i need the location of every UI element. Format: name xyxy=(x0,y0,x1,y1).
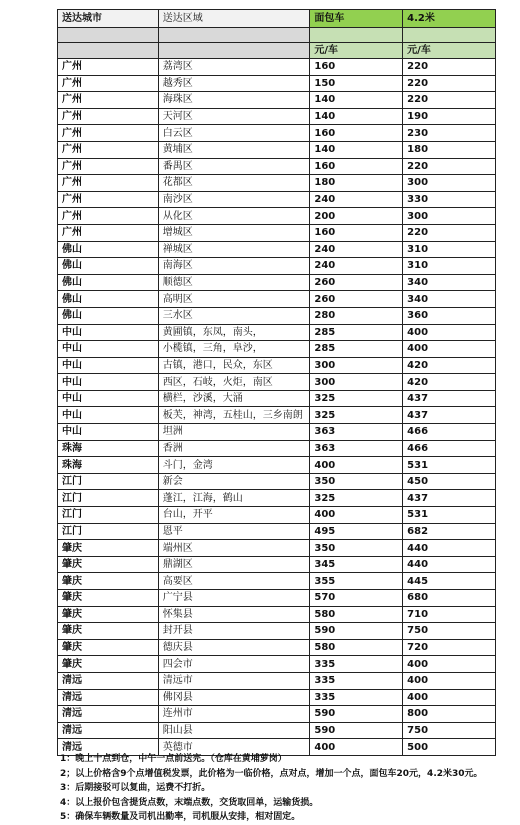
city-cell: 佛山 xyxy=(58,241,159,258)
blank-row xyxy=(58,28,496,43)
van-price-cell: 180 xyxy=(310,175,403,192)
truck-price-cell: 340 xyxy=(403,274,496,291)
truck-price-cell: 300 xyxy=(403,208,496,225)
city-cell: 肇庆 xyxy=(58,540,159,557)
truck-price-cell: 340 xyxy=(403,291,496,308)
van-price-cell: 335 xyxy=(310,689,403,706)
note-4: 4：以上报价包含提货点数，末端点数，交货取回单，运输货损。 xyxy=(60,797,319,808)
table-row xyxy=(58,258,496,275)
table-row xyxy=(58,457,496,474)
van-price-cell: 140 xyxy=(310,108,403,125)
district-cell: 顺德区 xyxy=(158,274,310,291)
truck-price-cell: 437 xyxy=(403,390,496,407)
table-row xyxy=(58,141,496,158)
city-cell: 肇庆 xyxy=(58,590,159,607)
van-price-cell: 325 xyxy=(310,390,403,407)
blank-cell xyxy=(403,28,496,43)
table-row xyxy=(58,324,496,341)
truck-price-cell: 440 xyxy=(403,556,496,573)
van-price-cell: 590 xyxy=(310,722,403,739)
table-row xyxy=(58,573,496,590)
note-3: 3：后期接驳可以复曲，运费不打折。 xyxy=(60,783,211,793)
table-row xyxy=(58,191,496,208)
table-row xyxy=(58,92,496,109)
district-cell: 连州市 xyxy=(158,706,310,723)
table-row xyxy=(58,274,496,291)
district-cell: 小榄镇，三角，阜沙， xyxy=(158,341,310,358)
truck-price-cell: 220 xyxy=(403,59,496,76)
van-price-cell: 150 xyxy=(310,75,403,92)
district-cell: 台山，开平 xyxy=(158,507,310,524)
van-price-cell: 140 xyxy=(310,141,403,158)
table-row xyxy=(58,540,496,557)
city-cell: 江门 xyxy=(58,523,159,540)
van-price-cell: 495 xyxy=(310,523,403,540)
table-row xyxy=(58,689,496,706)
district-cell: 花都区 xyxy=(158,175,310,192)
van-price-cell: 400 xyxy=(310,507,403,524)
van-price-cell: 570 xyxy=(310,590,403,607)
city-cell: 佛山 xyxy=(58,258,159,275)
city-cell: 江门 xyxy=(58,490,159,507)
truck-price-cell: 682 xyxy=(403,523,496,540)
district-cell: 德庆县 xyxy=(158,639,310,656)
price-table xyxy=(57,9,496,756)
district-cell: 高要区 xyxy=(158,573,310,590)
truck-price-cell: 466 xyxy=(403,440,496,457)
city-cell: 清远 xyxy=(58,722,159,739)
unit-truck: 元/车 xyxy=(403,43,496,59)
van-price-cell: 285 xyxy=(310,341,403,358)
van-price-cell: 335 xyxy=(310,672,403,689)
table-row xyxy=(58,407,496,424)
van-price-cell: 590 xyxy=(310,623,403,640)
district-cell: 端州区 xyxy=(158,540,310,557)
table-row xyxy=(58,224,496,241)
district-cell: 天河区 xyxy=(158,108,310,125)
note-5: 5：确保车辆数量及司机出勤率，司机服从安排，相对固定。 xyxy=(60,812,301,822)
blank-cell xyxy=(310,28,403,43)
van-price-cell: 590 xyxy=(310,706,403,723)
unit-district xyxy=(158,43,310,59)
van-price-cell: 160 xyxy=(310,59,403,76)
table-row xyxy=(58,158,496,175)
van-price-cell: 160 xyxy=(310,158,403,175)
truck-price-cell: 220 xyxy=(403,75,496,92)
city-cell: 广州 xyxy=(58,125,159,142)
district-cell: 清远市 xyxy=(158,672,310,689)
district-cell: 越秀区 xyxy=(158,75,310,92)
van-price-cell: 350 xyxy=(310,540,403,557)
van-price-cell: 285 xyxy=(310,324,403,341)
city-cell: 广州 xyxy=(58,175,159,192)
city-cell: 广州 xyxy=(58,191,159,208)
unit-city xyxy=(58,43,159,59)
table-row xyxy=(58,440,496,457)
district-cell: 新会 xyxy=(158,473,310,490)
district-cell: 英德市 xyxy=(158,739,310,756)
truck-price-cell: 420 xyxy=(403,374,496,391)
notes xyxy=(60,752,520,825)
table-row xyxy=(58,357,496,374)
van-price-cell: 400 xyxy=(310,457,403,474)
district-cell: 四会市 xyxy=(158,656,310,673)
truck-price-cell: 190 xyxy=(403,108,496,125)
district-cell: 禅城区 xyxy=(158,241,310,258)
unit-van: 元/车 xyxy=(310,43,403,59)
city-cell: 广州 xyxy=(58,75,159,92)
truck-price-cell: 400 xyxy=(403,341,496,358)
truck-price-cell: 450 xyxy=(403,473,496,490)
city-cell: 中山 xyxy=(58,341,159,358)
note-2: 2；以上价格含9个点增值税发票，此价格为一临价格，点对点，增加一个点，面包车20元，4.2米30元。 xyxy=(60,768,483,779)
city-cell: 清远 xyxy=(58,689,159,706)
district-cell: 黄埔区 xyxy=(158,141,310,158)
header-district: 送达区域 xyxy=(158,10,310,28)
district-cell: 荔湾区 xyxy=(158,59,310,76)
van-price-cell: 345 xyxy=(310,556,403,573)
table-row xyxy=(58,291,496,308)
table-row xyxy=(58,341,496,358)
table-row xyxy=(58,556,496,573)
table-row xyxy=(58,507,496,524)
table-row xyxy=(58,590,496,607)
district-cell: 西区，石岐，火炬，南区 xyxy=(158,374,310,391)
truck-price-cell: 466 xyxy=(403,424,496,441)
van-price-cell: 240 xyxy=(310,258,403,275)
van-price-cell: 240 xyxy=(310,191,403,208)
truck-price-cell: 400 xyxy=(403,689,496,706)
district-cell: 封开县 xyxy=(158,623,310,640)
city-cell: 广州 xyxy=(58,108,159,125)
truck-price-cell: 750 xyxy=(403,623,496,640)
truck-price-cell: 800 xyxy=(403,706,496,723)
table-row xyxy=(58,490,496,507)
blank-cell xyxy=(158,28,310,43)
truck-price-cell: 220 xyxy=(403,158,496,175)
district-cell: 南沙区 xyxy=(158,191,310,208)
district-cell: 坦洲 xyxy=(158,424,310,441)
city-cell: 肇庆 xyxy=(58,556,159,573)
truck-price-cell: 310 xyxy=(403,258,496,275)
table-row xyxy=(58,523,496,540)
van-price-cell: 325 xyxy=(310,407,403,424)
district-cell: 番禺区 xyxy=(158,158,310,175)
city-cell: 珠海 xyxy=(58,440,159,457)
van-price-cell: 260 xyxy=(310,274,403,291)
district-cell: 从化区 xyxy=(158,208,310,225)
city-cell: 佛山 xyxy=(58,291,159,308)
city-cell: 广州 xyxy=(58,59,159,76)
truck-price-cell: 440 xyxy=(403,540,496,557)
city-cell: 珠海 xyxy=(58,457,159,474)
district-cell: 板芙，神湾，五桂山，三乡南朗 xyxy=(158,407,310,424)
city-cell: 清远 xyxy=(58,672,159,689)
van-price-cell: 363 xyxy=(310,424,403,441)
truck-price-cell: 300 xyxy=(403,175,496,192)
van-price-cell: 240 xyxy=(310,241,403,258)
city-cell: 江门 xyxy=(58,473,159,490)
truck-price-cell: 220 xyxy=(403,224,496,241)
table-row xyxy=(58,75,496,92)
district-cell: 阳山县 xyxy=(158,722,310,739)
truck-price-cell: 420 xyxy=(403,357,496,374)
district-cell: 增城区 xyxy=(158,224,310,241)
table-row xyxy=(58,59,496,76)
table-row xyxy=(58,639,496,656)
district-cell: 鼎湖区 xyxy=(158,556,310,573)
truck-price-cell: 710 xyxy=(403,606,496,623)
header-row xyxy=(58,10,496,28)
city-cell: 中山 xyxy=(58,357,159,374)
city-cell: 广州 xyxy=(58,92,159,109)
city-cell: 佛山 xyxy=(58,274,159,291)
van-price-cell: 300 xyxy=(310,374,403,391)
van-price-cell: 260 xyxy=(310,291,403,308)
truck-price-cell: 750 xyxy=(403,722,496,739)
truck-price-cell: 310 xyxy=(403,241,496,258)
city-cell: 肇庆 xyxy=(58,656,159,673)
district-cell: 香洲 xyxy=(158,440,310,457)
city-cell: 中山 xyxy=(58,407,159,424)
city-cell: 中山 xyxy=(58,390,159,407)
district-cell: 海珠区 xyxy=(158,92,310,109)
truck-price-cell: 437 xyxy=(403,490,496,507)
blank-cell xyxy=(58,28,159,43)
district-cell: 佛冈县 xyxy=(158,689,310,706)
truck-price-cell: 531 xyxy=(403,457,496,474)
header-truck: 4.2米 xyxy=(403,10,496,28)
table-row xyxy=(58,307,496,324)
van-price-cell: 280 xyxy=(310,307,403,324)
city-cell: 广州 xyxy=(58,224,159,241)
district-cell: 白云区 xyxy=(158,125,310,142)
table-row xyxy=(58,108,496,125)
table-row xyxy=(58,722,496,739)
district-cell: 南海区 xyxy=(158,258,310,275)
table-row xyxy=(58,208,496,225)
truck-price-cell: 680 xyxy=(403,590,496,607)
table-row xyxy=(58,241,496,258)
van-price-cell: 335 xyxy=(310,656,403,673)
table-row xyxy=(58,473,496,490)
table-row xyxy=(58,374,496,391)
van-price-cell: 400 xyxy=(310,739,403,756)
district-cell: 高明区 xyxy=(158,291,310,308)
district-cell: 三水区 xyxy=(158,307,310,324)
district-cell: 横栏，沙溪，大涌 xyxy=(158,390,310,407)
van-price-cell: 580 xyxy=(310,639,403,656)
table-row xyxy=(58,672,496,689)
table-row xyxy=(58,175,496,192)
table-row xyxy=(58,390,496,407)
city-cell: 清远 xyxy=(58,706,159,723)
van-price-cell: 350 xyxy=(310,473,403,490)
city-cell: 广州 xyxy=(58,158,159,175)
truck-price-cell: 330 xyxy=(403,191,496,208)
district-cell: 黄圃镇，东凤，南头， xyxy=(158,324,310,341)
truck-price-cell: 400 xyxy=(403,324,496,341)
van-price-cell: 363 xyxy=(310,440,403,457)
van-price-cell: 160 xyxy=(310,224,403,241)
van-price-cell: 355 xyxy=(310,573,403,590)
van-price-cell: 325 xyxy=(310,490,403,507)
truck-price-cell: 180 xyxy=(403,141,496,158)
city-cell: 佛山 xyxy=(58,307,159,324)
truck-price-cell: 400 xyxy=(403,656,496,673)
price-sheet xyxy=(57,9,496,756)
truck-price-cell: 445 xyxy=(403,573,496,590)
city-cell: 肇庆 xyxy=(58,606,159,623)
table-row xyxy=(58,623,496,640)
city-cell: 肇庆 xyxy=(58,623,159,640)
truck-price-cell: 360 xyxy=(403,307,496,324)
truck-price-cell: 437 xyxy=(403,407,496,424)
city-cell: 中山 xyxy=(58,374,159,391)
district-cell: 蓬江，江海，鹤山 xyxy=(158,490,310,507)
van-price-cell: 300 xyxy=(310,357,403,374)
district-cell: 广宁县 xyxy=(158,590,310,607)
table-row xyxy=(58,706,496,723)
truck-price-cell: 400 xyxy=(403,672,496,689)
van-price-cell: 160 xyxy=(310,125,403,142)
table-row xyxy=(58,606,496,623)
truck-price-cell: 220 xyxy=(403,92,496,109)
truck-price-cell: 720 xyxy=(403,639,496,656)
van-price-cell: 580 xyxy=(310,606,403,623)
header-van: 面包车 xyxy=(310,10,403,28)
truck-price-cell: 230 xyxy=(403,125,496,142)
city-cell: 广州 xyxy=(58,208,159,225)
truck-price-cell: 531 xyxy=(403,507,496,524)
city-cell: 肇庆 xyxy=(58,573,159,590)
van-price-cell: 200 xyxy=(310,208,403,225)
van-price-cell: 140 xyxy=(310,92,403,109)
truck-price-cell: 500 xyxy=(403,739,496,756)
table-row xyxy=(58,656,496,673)
city-cell: 清远 xyxy=(58,739,159,756)
unit-row xyxy=(58,43,496,59)
table-row xyxy=(58,125,496,142)
city-cell: 江门 xyxy=(58,507,159,524)
city-cell: 中山 xyxy=(58,424,159,441)
city-cell: 广州 xyxy=(58,141,159,158)
note-1: 1：晚上十点到仓，中午一点前送完。（仓库在黄埔萝岗） xyxy=(60,754,287,764)
city-cell: 中山 xyxy=(58,324,159,341)
district-cell: 恩平 xyxy=(158,523,310,540)
district-cell: 斗门，金湾 xyxy=(158,457,310,474)
district-cell: 怀集县 xyxy=(158,606,310,623)
district-cell: 古镇，港口，民众，东区 xyxy=(158,357,310,374)
header-city: 送达城市 xyxy=(58,10,159,28)
city-cell: 肇庆 xyxy=(58,639,159,656)
table-row xyxy=(58,424,496,441)
